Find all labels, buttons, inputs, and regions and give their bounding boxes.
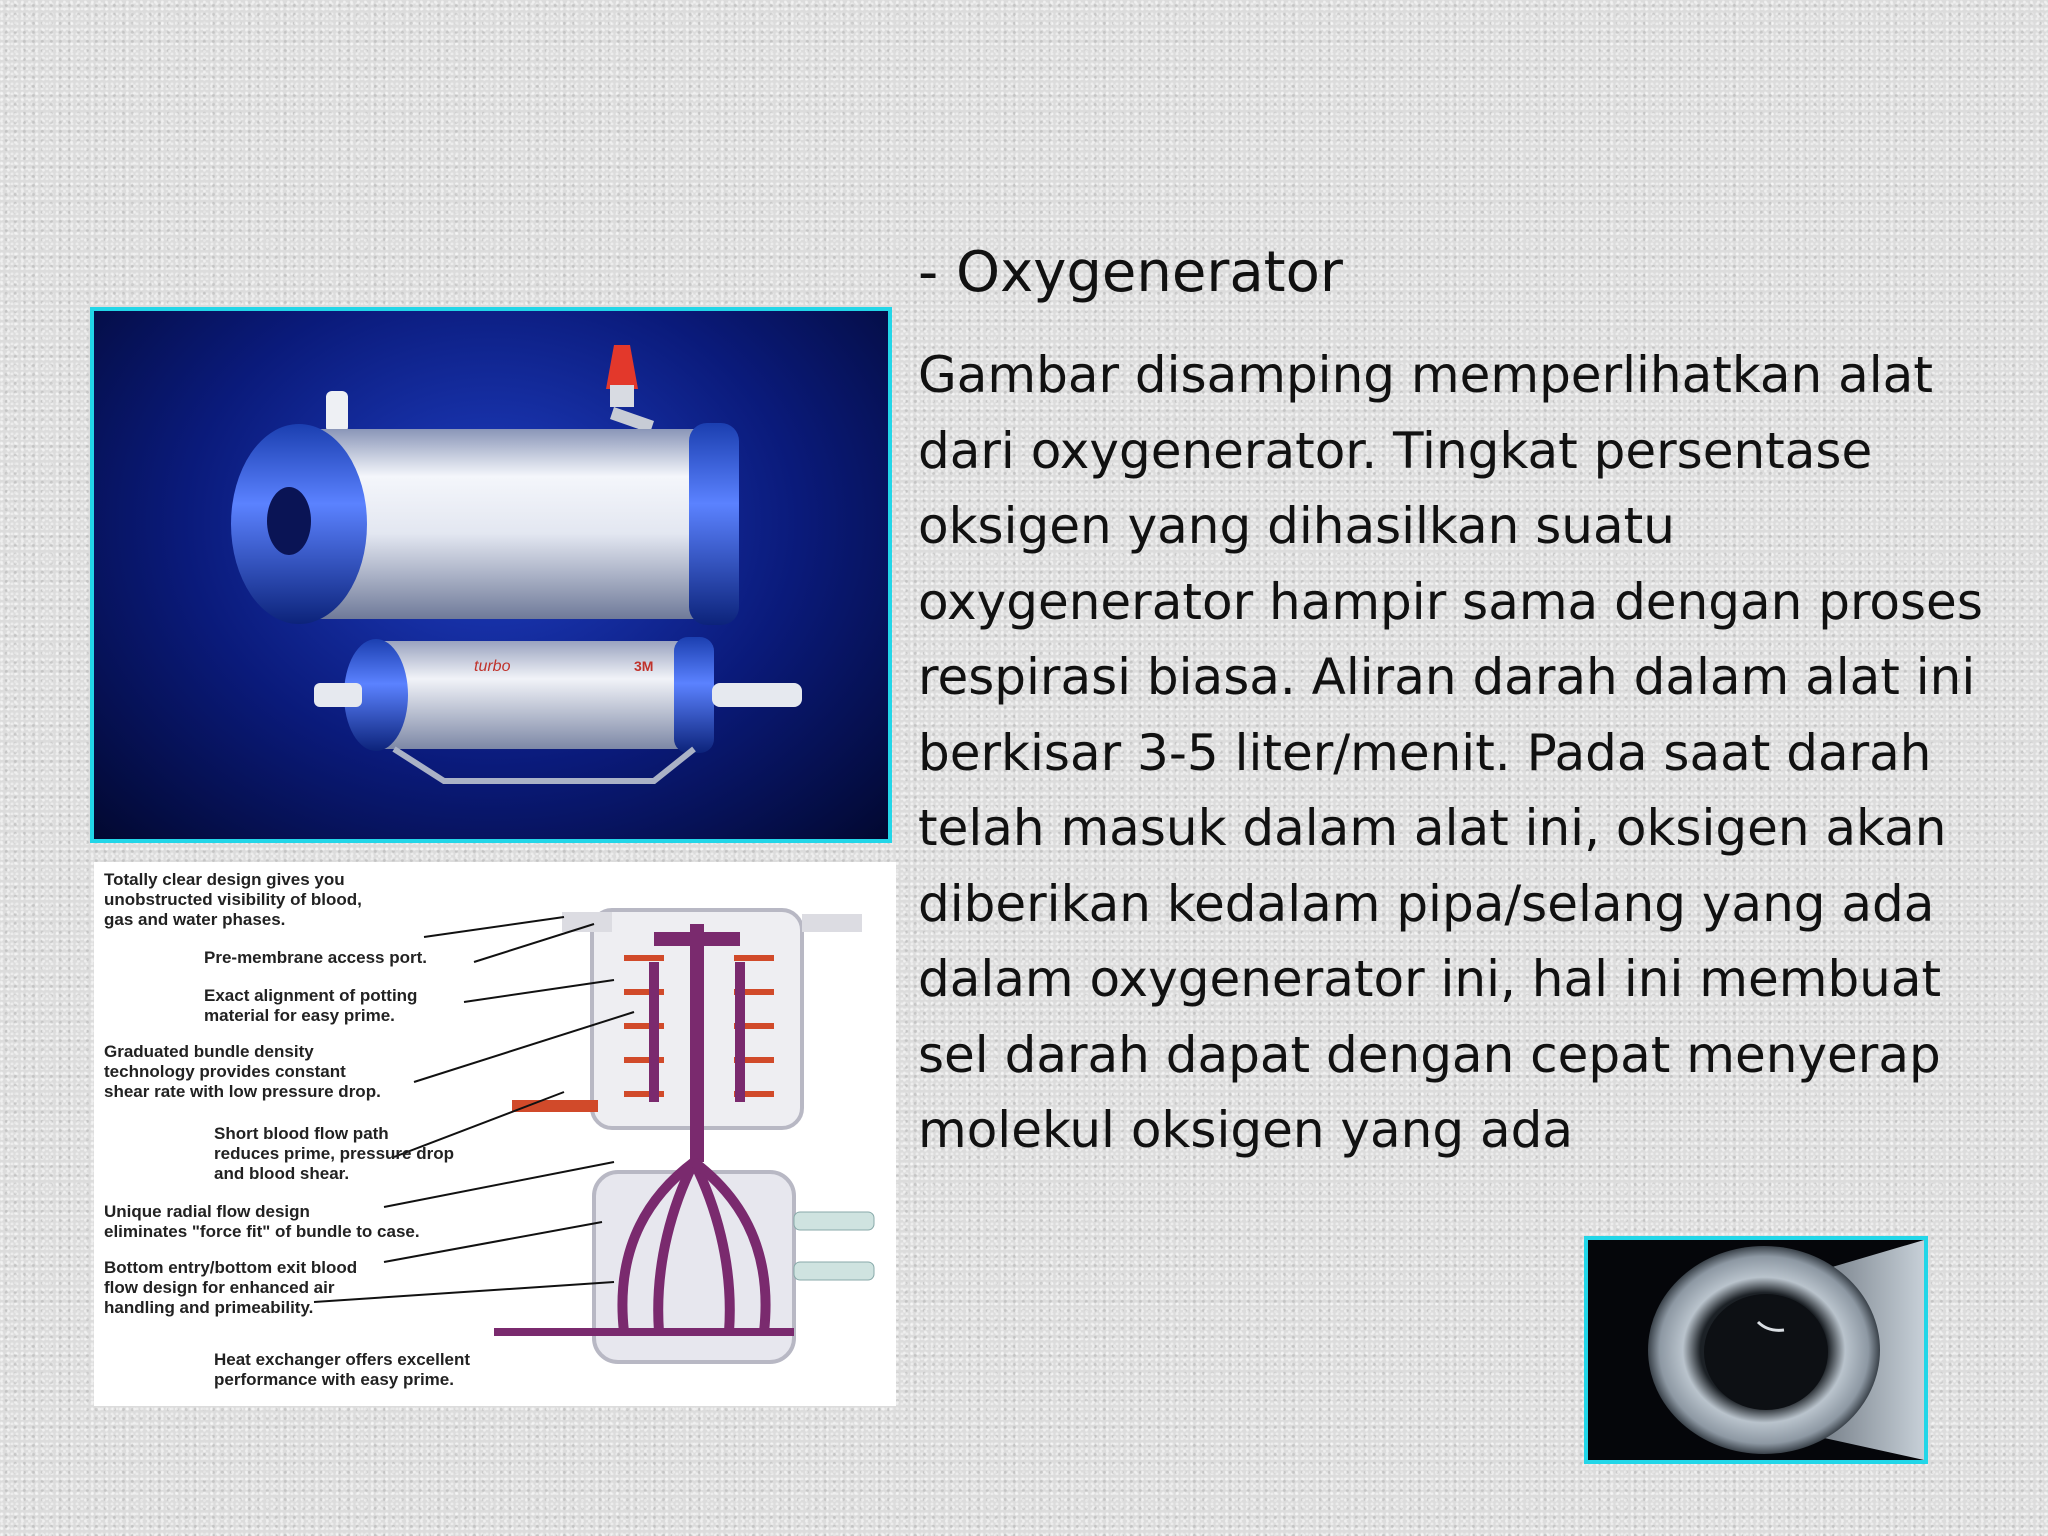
device-brand-label: turbo — [474, 658, 511, 675]
paragraph-line: oksigen yang dihasilkan suatu — [918, 497, 1675, 555]
right-end-cap — [689, 423, 739, 625]
tube-cross-section-photo — [1584, 1236, 1928, 1464]
paragraph-line: dalam oxygenerator ini, hal ini membuat — [918, 950, 1942, 1008]
diagram-caption: Totally clear design gives you — [104, 870, 345, 889]
diagram-caption: unobstructed visibility of blood, — [104, 890, 362, 909]
oxygenerator-photo — [90, 307, 892, 843]
top-fitting — [326, 391, 348, 433]
filter-inlet — [314, 683, 362, 707]
diagram-caption: Graduated bundle density — [104, 1042, 314, 1061]
paragraph-line: respirasi biasa. Aliran darah dalam alat ini — [918, 648, 1976, 706]
diagram-caption: reduces prime, pressure drop — [214, 1144, 454, 1163]
diagram-caption: shear rate with low pressure drop. — [104, 1082, 381, 1101]
diagram-caption: performance with easy prime. — [214, 1370, 454, 1389]
red-valve-cap — [606, 345, 638, 389]
top-flow — [654, 932, 740, 946]
paragraph-line: molekul oksigen yang ada — [918, 1101, 1573, 1159]
outlet-port — [802, 914, 862, 932]
tube-lumen — [1704, 1294, 1828, 1410]
paragraph-line: diberikan kedalam pipa/selang yang ada — [918, 874, 1935, 933]
diagram-caption: handling and primeability. — [104, 1298, 314, 1317]
device-logo-label: 3M — [634, 658, 654, 674]
diagram-caption: Bottom entry/bottom exit blood — [104, 1258, 358, 1277]
oxygenerator-diagram — [94, 862, 896, 1406]
diagram-caption: Short blood flow path — [214, 1124, 389, 1143]
water-inlet — [794, 1212, 874, 1230]
diagram-caption: Exact alignment of potting — [204, 986, 418, 1005]
water-outlet — [794, 1262, 874, 1280]
filter-right-cap — [674, 637, 714, 753]
paragraph-line: dari oxygenerator. Tingkat persentase — [918, 421, 1873, 480]
lower-filter — [374, 641, 704, 749]
device-stand — [394, 749, 694, 781]
cylinder-port — [267, 487, 311, 555]
slide-paragraph — [918, 338, 2018, 1169]
diagram-caption: gas and water phases. — [104, 910, 286, 929]
filter-outlet — [712, 683, 802, 707]
diagram-caption: eliminates "force fit" of bundle to case. — [104, 1222, 420, 1241]
diagram-caption: and blood shear. — [214, 1164, 350, 1183]
access-port — [562, 912, 612, 932]
paragraph-line: Gambar disamping memperlihatkan alat — [918, 346, 1933, 404]
diagram-caption: Unique radial flow design — [104, 1202, 310, 1221]
valve-stem — [610, 385, 634, 407]
slide-title: - Oxygenerator — [918, 240, 1343, 305]
paragraph-line: oxygenerator hampir sama dengan proses — [918, 572, 1983, 631]
diagram-caption: Heat exchanger offers excellent — [214, 1350, 471, 1369]
paragraph-line: telah masuk dalam alat ini, oksigen akan — [918, 799, 1947, 857]
paragraph-line: berkisar 3-5 liter/menit. Pada saat darah — [918, 723, 1932, 782]
paragraph-line: sel darah dapat dengan cepat menyerap — [918, 1025, 1941, 1084]
tube-illustration — [1588, 1240, 1924, 1460]
central-flow — [690, 924, 704, 1162]
diagram-caption: flow design for enhanced air — [104, 1278, 335, 1297]
diagram-caption: technology provides constant — [104, 1062, 346, 1081]
diagram-caption: material for easy prime. — [204, 1006, 395, 1025]
diagram-caption: Pre-membrane access port. — [204, 948, 427, 967]
oxygenerator-device-illustration — [94, 311, 888, 839]
